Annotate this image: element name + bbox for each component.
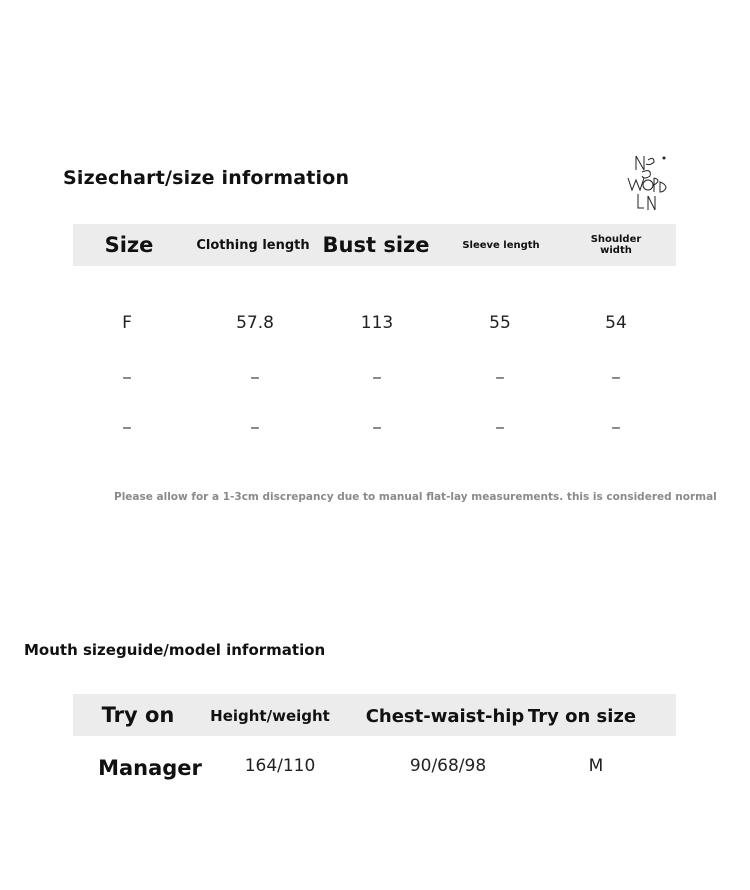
header-try-on-size: Try on size bbox=[527, 706, 637, 727]
size-chart-header bbox=[73, 224, 676, 266]
table-cell: _ bbox=[612, 411, 620, 429]
header-bust-size: Bust size bbox=[322, 233, 430, 257]
table-cell: _ bbox=[496, 361, 504, 379]
table-cell: _ bbox=[123, 411, 131, 429]
table-cell: 90/68/98 bbox=[409, 756, 487, 776]
measurement-note: Please allow for a 1-3cm discrepancy due to manual flat-lay measurements. this is considered normal bbox=[114, 491, 717, 503]
table-cell: _ bbox=[373, 411, 381, 429]
header-try-on: Try on bbox=[101, 703, 175, 727]
model-info-header bbox=[73, 694, 676, 736]
table-cell: _ bbox=[251, 361, 259, 379]
table-cell: 113 bbox=[360, 313, 394, 333]
table-cell: _ bbox=[612, 361, 620, 379]
table-cell: _ bbox=[123, 361, 131, 379]
header-chest-waist-hip: Chest-waist-hip bbox=[365, 706, 525, 727]
model-info-title: Mouth sizeguide/model information bbox=[24, 641, 326, 659]
table-cell: _ bbox=[496, 411, 504, 429]
table-cell: 164/110 bbox=[244, 756, 316, 776]
header-height-weight: Height/weight bbox=[210, 707, 330, 725]
header-clothing-length: Clothing length bbox=[196, 238, 310, 253]
table-cell: Manager bbox=[98, 756, 202, 780]
table-cell: _ bbox=[251, 411, 259, 429]
brand-logo-icon bbox=[622, 152, 674, 218]
table-cell: M bbox=[588, 756, 604, 776]
table-cell: F bbox=[122, 313, 132, 333]
table-cell: 55 bbox=[489, 313, 511, 333]
header-sleeve-length: Sleeve length bbox=[462, 240, 540, 251]
table-cell: _ bbox=[373, 361, 381, 379]
table-cell: 54 bbox=[605, 313, 627, 333]
size-chart-title: Sizechart/size information bbox=[63, 167, 350, 189]
header-shoulder-width: Shoulder width bbox=[590, 234, 642, 256]
header-size: Size bbox=[104, 233, 154, 257]
table-cell: 57.8 bbox=[236, 313, 274, 333]
